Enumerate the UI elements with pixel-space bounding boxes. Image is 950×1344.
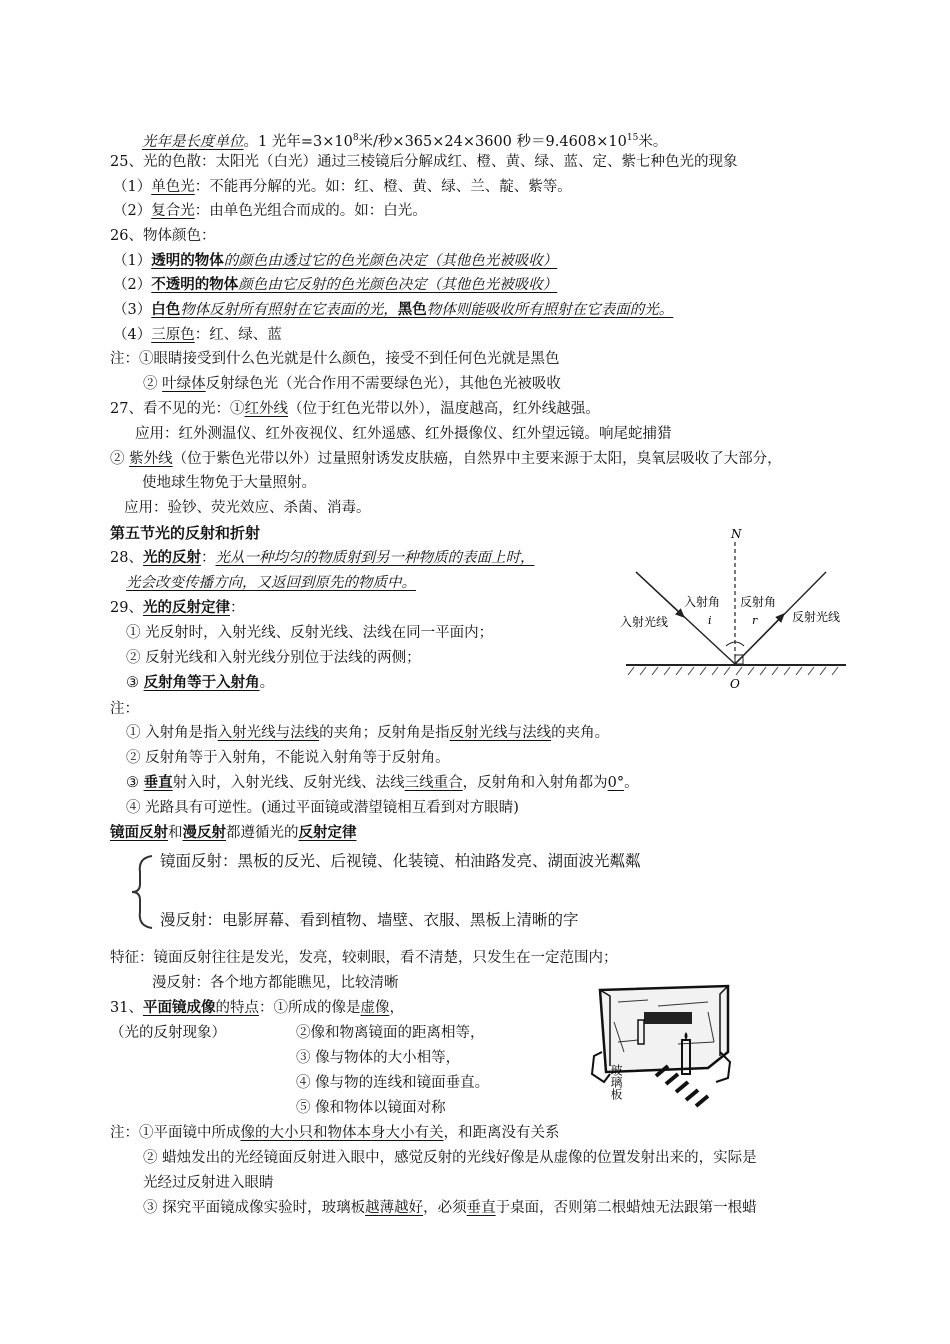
note-label: 注： xyxy=(110,701,139,717)
section-heading: 第五节光的反射和折射 xyxy=(110,524,261,542)
feature-diffuse: 漫反射：各个地方都能瞧见，比较清晰 xyxy=(152,975,399,991)
ultraviolet-applications: 应用：验钞、荧光效应、杀菌、消毒。 xyxy=(124,500,371,516)
feature-specular: 特征：镜面反射往往是发光，发亮，较刺眼，看不清楚，只发生在一定范围内； xyxy=(110,950,618,966)
note-3: ③ 垂直射入时，入射光线、反射光线、法线三线重合，反射角和入射角都为0°。 xyxy=(126,774,639,791)
item-28-cont: 光会改变传播方向，又返回到原先的物质中。 xyxy=(126,575,416,591)
item-26-4: （4）三原色：红、绿、蓝 xyxy=(113,327,282,343)
ultraviolet-line: ② 紫外线（位于紫色光带以外）过量照射诱发皮肤癌，自然界中主要来源于太阳，臭氧层吸收了大部分， xyxy=(110,451,782,467)
item-28: 28、光的反射：光从一种均匀的物质射到另一种物质的表面上时， xyxy=(110,549,535,566)
item-25-2: （2）复合光：由单色光组合而成的。如：白光。 xyxy=(113,203,427,219)
glass-label: 玻璃板 xyxy=(609,1064,623,1100)
mirror-feature-5: ⑤ 像和物体以镜面对称 xyxy=(296,1100,446,1116)
label-incident-angle: 入射角 xyxy=(684,595,721,609)
specular-examples: 镜面反射：黑板的反光、后视镜、化装镜、柏油路发亮、湖面波光粼粼 xyxy=(160,852,641,870)
label-i: i xyxy=(708,614,712,627)
item-31: 31、平面镜成像的特点：①所成的像是虚像， xyxy=(110,999,404,1016)
label-o: O xyxy=(730,677,740,691)
plane-mirror-experiment-figure xyxy=(588,982,740,1110)
item-26-1: （1）透明的物体的颜色由透过它的色光颜色决定（其他色光被吸收） xyxy=(113,252,558,269)
label-n: N xyxy=(731,527,742,541)
item-25: 25、光的色散：太阳光（白光）通过三棱镜后分解成红、橙、黄、绿、蓝、定、紫七种色光的现象 xyxy=(110,154,738,170)
mirror-hatching xyxy=(628,667,838,675)
diffuse-examples: 漫反射：电影屏幕、看到植物、墙壁、衣服、黑板上清晰的字 xyxy=(160,911,579,929)
ultraviolet-line-cont: 使地球生物免于大量照射。 xyxy=(142,475,316,491)
note-color-2: ② 叶绿体反射绿色光（光合作用不需要绿色光），其他色光被吸收 xyxy=(143,376,561,392)
brace-icon xyxy=(128,852,158,932)
infrared-applications: 应用：红外测温仪、红外夜视仪、红外遥感、红外摄像仪、红外望远镜。响尾蛇捕猎 xyxy=(135,426,672,442)
mirror-note-2-cont: 光经过反射进入眼睛 xyxy=(143,1175,274,1191)
note-1: ① 入射角是指入射光线与法线的夹角；反射角是指反射光线与法线的夹角。 xyxy=(126,725,610,741)
note-color-1: 注：①眼睛接受到什么色光就是什么颜色，接受不到任何色光就是黑色 xyxy=(110,351,560,367)
mirror-feature-3: ③ 像与物体的大小相等， xyxy=(296,1050,461,1066)
item-31-sub: （光的反射现象） xyxy=(110,1025,226,1041)
note-2: ② 反射角等于入射角，不能说入射角等于反射角。 xyxy=(126,750,450,766)
reflection-types: 镜面反射和漫反射都遵循光的反射定律 xyxy=(110,824,357,841)
law-3: ③ 反射角等于入射角。 xyxy=(126,674,275,691)
mirror-feature-4: ④ 像与物的连线和镜面垂直。 xyxy=(296,1075,490,1091)
item-26-3: （3）白色物体反射所有照射在它表面的光，黑色物体则能吸收所有照射在它表面的光。 xyxy=(113,301,674,318)
label-r: r xyxy=(752,614,758,627)
mirror-feature-2: ②像和物离镜面的距离相等， xyxy=(296,1025,485,1041)
label-reflected-angle: 反射角 xyxy=(740,595,777,609)
label-reflected-ray: 反射光线 xyxy=(792,610,841,624)
note-4: ④ 光路具有可逆性。(通过平面镜或潜望镜相互看到对方眼睛) xyxy=(126,800,519,816)
item-26-2: （2）不透明的物体颜色由它反射的色光颜色决定（其他色光被吸收） xyxy=(113,276,558,293)
line-light-year: 光年是长度单位。1 光年$=3\times 10^8$米/秒×365×24×3600 秒$=9.4608\times 10^{15}$米。 xyxy=(142,133,668,150)
item-27: 27、看不见的光：①红外线（位于红色光带以外），温度越高，红外线越强。 xyxy=(110,401,600,417)
law-1: ① 光反射时，入射光线、反射光线、法线在同一平面内； xyxy=(126,625,494,641)
glass-plate xyxy=(600,986,728,1072)
item-26: 26、物体颜色： xyxy=(110,228,216,244)
object-block xyxy=(644,1012,692,1024)
law-2: ② 反射光线和入射光线分别位于法线的两侧； xyxy=(126,650,421,666)
item-29: 29、光的反射定律： xyxy=(110,599,245,616)
reflection-diagram xyxy=(614,524,854,692)
mirror-note-3: ③ 探究平面镜成像实验时，玻璃板越薄越好，必须垂直于桌面，否则第二根蜡烛无法跟第一根蜡 xyxy=(143,1200,757,1216)
item-25-1: （1）单色光：不能再分解的光。如：红、橙、黄、绿、兰、靛、紫等。 xyxy=(113,179,572,195)
mirror-note-2: ② 蜡烛发出的光经镜面反射进入眼中，感觉反射的光线好像是从虚像的位置发射出来的，实际是 xyxy=(143,1150,757,1166)
label-incident-ray: 入射光线 xyxy=(620,615,669,629)
mirror-note-1: 注：①平面镜中所成像的大小只和物体本身大小有关，和距离没有关系 xyxy=(110,1125,560,1141)
